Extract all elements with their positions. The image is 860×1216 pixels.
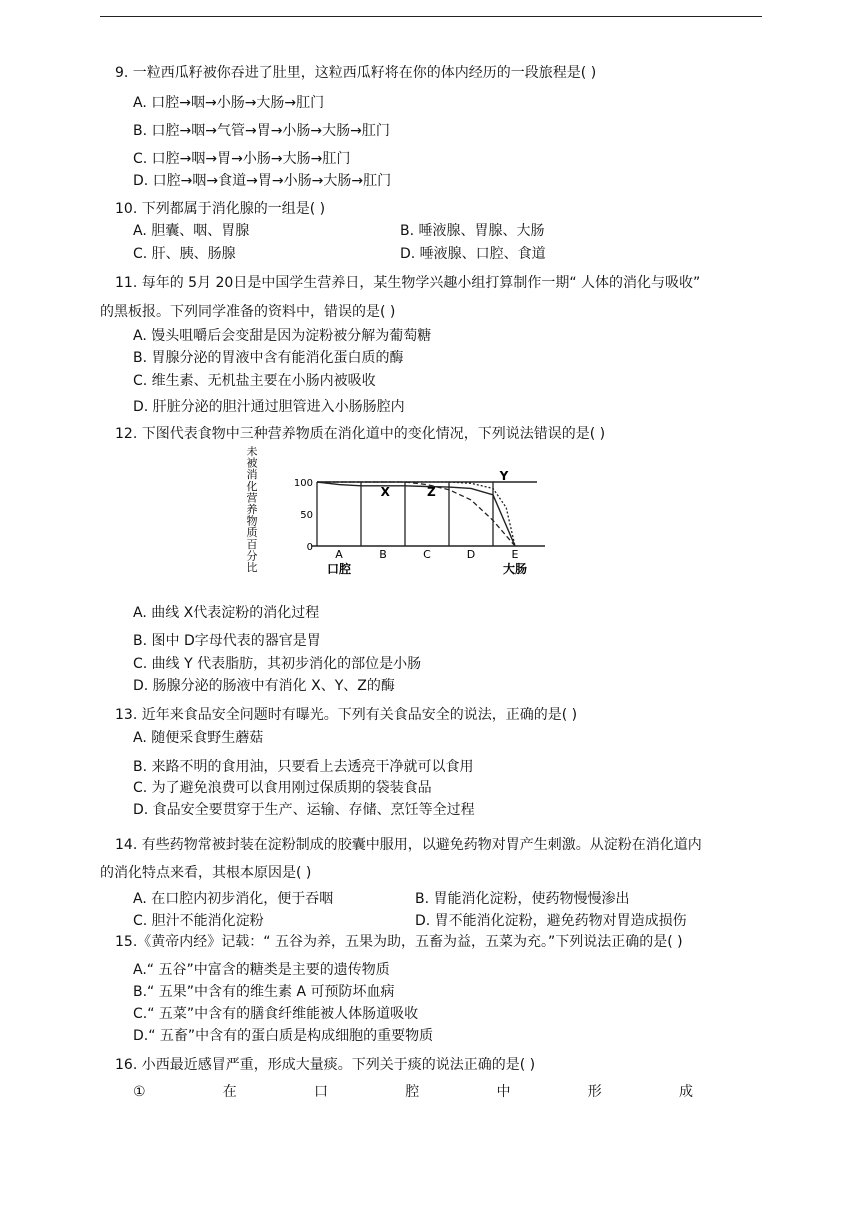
q13-option-b: B. 来路不明的食用油，只要看上去透亮干净就可以食用 [133,759,474,775]
y-label-char: 百 [246,537,258,551]
q14-option-b: B. 胃能消化淀粉，使药物慢慢渗出 [415,891,630,907]
y-tick-label: 100 [293,478,313,489]
q11-option-a: A. 馒头咀嚼后会变甜是因为淀粉被分解为葡萄糖 [133,328,432,344]
chart-y-ticks [294,478,313,553]
y-tick-label: 50 [300,510,313,521]
series-z-line [317,482,515,546]
x-category-note: 大肠 [502,562,528,576]
x-category-note: 口腔 [326,562,352,576]
q15-option-a: A.“ 五谷”中富含的糖类是主要的遗传物质 [133,962,390,978]
q12-option-d: D. 肠腺分泌的肠液中有消化 X、Y、Z的酶 [133,678,395,694]
q9-option-d: D. 口腔→咽→食道→胃→小肠→大肠→肛门 [133,173,392,189]
x-category-label: B [379,548,387,561]
q11-stem-line2: 的黑板报。下列同学准备的资料中，错误的是( ) [100,304,396,320]
q15-option-b: B.“ 五果”中含有的维生素 A 可预防坏血病 [133,984,395,1000]
y-label-char: 物 [246,514,258,528]
q14-option-a: A. 在口腔内初步消化，便于吞咽 [133,891,334,907]
y-label-char: 比 [246,561,258,574]
series-z-label: Z [427,485,436,500]
y-label-char: 未 [246,446,258,458]
q16-item1-char: 中 [496,1084,511,1100]
q14-stem-line1: 14. 有些药物常被封装在淀粉制成的胶囊中服用，以避免药物对胃产生刺激。从淀粉在消化道内 [115,837,702,853]
q12-option-a: A. 曲线 X代表淀粉的消化过程 [133,605,320,621]
chart-series [317,469,515,546]
q11-stem-line1: 11. 每年的 5月 20日是中国学生营养日，某生物学兴趣小组打算制作一期“ 人体的消化与吸收” [115,275,701,291]
x-category-label: A [335,548,343,561]
series-x-label: X [380,485,390,500]
y-label-char: 化 [246,479,258,493]
y-label-char: 质 [246,526,258,540]
header-rule [100,16,762,17]
q16-item1 [133,1083,693,1101]
q14-stem-line2: 的消化特点来看，其根本原因是( ) [100,865,312,881]
q13-option-c: C. 为了避免浪费可以食用刚过保质期的袋装食品 [133,780,432,796]
q16-item1-char: ① [133,1084,146,1100]
q10-option-a: A. 胆囊、咽、胃腺 [133,223,250,239]
y-label-char: 营 [246,491,258,505]
q14-option-d: D. 胃不能消化淀粉，避免药物对胃造成损伤 [415,913,687,929]
chart-y-axis-label [247,446,258,574]
y-tick-label: 0 [306,542,313,553]
q9-stem: 9. 一粒西瓜籽被你吞进了肚里，这粒西瓜籽将在你的体内经历的一段旅程是( ) [115,65,597,81]
y-label-char: 养 [246,503,258,516]
q16-item1-char: 形 [587,1084,602,1100]
x-category-label: D [466,548,476,561]
x-category-label: C [423,548,431,561]
q15-option-c: C.“ 五菜”中含有的膳食纤维能被人体肠道吸收 [133,1006,419,1022]
q11-option-c: C. 维生素、无机盐主要在小肠内被吸收 [133,373,376,389]
q9-option-c: C. 口腔→咽→胃→小肠→大肠→肛门 [133,151,351,167]
q11-option-b: B. 胃腺分泌的胃液中含有能消化蛋白质的酶 [133,350,404,366]
q10-option-b: B. 唾液腺、胃腺、大肠 [400,223,545,239]
q13-stem: 13. 近年来食品安全问题时有曝光。下列有关食品安全的说法，正确的是( ) [115,707,578,723]
q10-stem: 10. 下列都属于消化腺的一组是( ) [115,201,326,217]
q10-option-d: D. 唾液腺、口腔、食道 [400,246,546,262]
q16-item1-char: 口 [314,1084,329,1100]
q10-option-c: C. 肝、胰、肠腺 [133,246,236,262]
chart-x-labels [327,548,527,576]
q12-stem: 12. 下图代表食物中三种营养物质在消化道中的变化情况，下列说法错误的是( ) [115,426,606,442]
q12-option-b: B. 图中 D字母代表的器官是胃 [133,633,321,649]
q9-option-a: A. 口腔→咽→小肠→大肠→肛门 [133,95,325,111]
digestion-chart [240,446,620,596]
q9-option-b: B. 口腔→咽→气管→胃→小肠→大肠→肛门 [133,123,390,139]
q15-option-d: D.“ 五畜”中含有的蛋白质是构成细胞的重要物质 [133,1028,434,1044]
q16-stem: 16. 小西最近感冒严重，形成大量痰。下列关于痰的说法正确的是( ) [115,1057,536,1073]
q15-stem: 15.《黄帝内经》记载：“ 五谷为养，五果为助，五畜为益，五菜为充。”下列说法正确的是( ) [115,934,683,950]
q12-option-c: C. 曲线 Y 代表脂肪，其初步消化的部位是小肠 [133,656,422,672]
q16-item1-char: 成 [678,1084,693,1100]
q11-option-d: D. 肝脏分泌的胆汁通过胆管进入小肠肠腔内 [133,399,405,415]
q13-option-d: D. 食品安全要贯穿于生产、运输、存储、烹饪等全过程 [133,802,475,818]
y-label-char: 被 [246,456,258,470]
y-label-char: 分 [246,549,258,563]
y-label-char: 消 [246,468,258,482]
q14-option-c: C. 胆汁不能消化淀粉 [133,913,264,929]
x-category-label: E [511,548,519,561]
q16-item1-char: 腔 [405,1084,420,1100]
series-y-label: Y [499,469,509,484]
q13-option-a: A. 随便采食野生蘑菇 [133,730,264,746]
q16-item1-char: 在 [222,1084,237,1100]
